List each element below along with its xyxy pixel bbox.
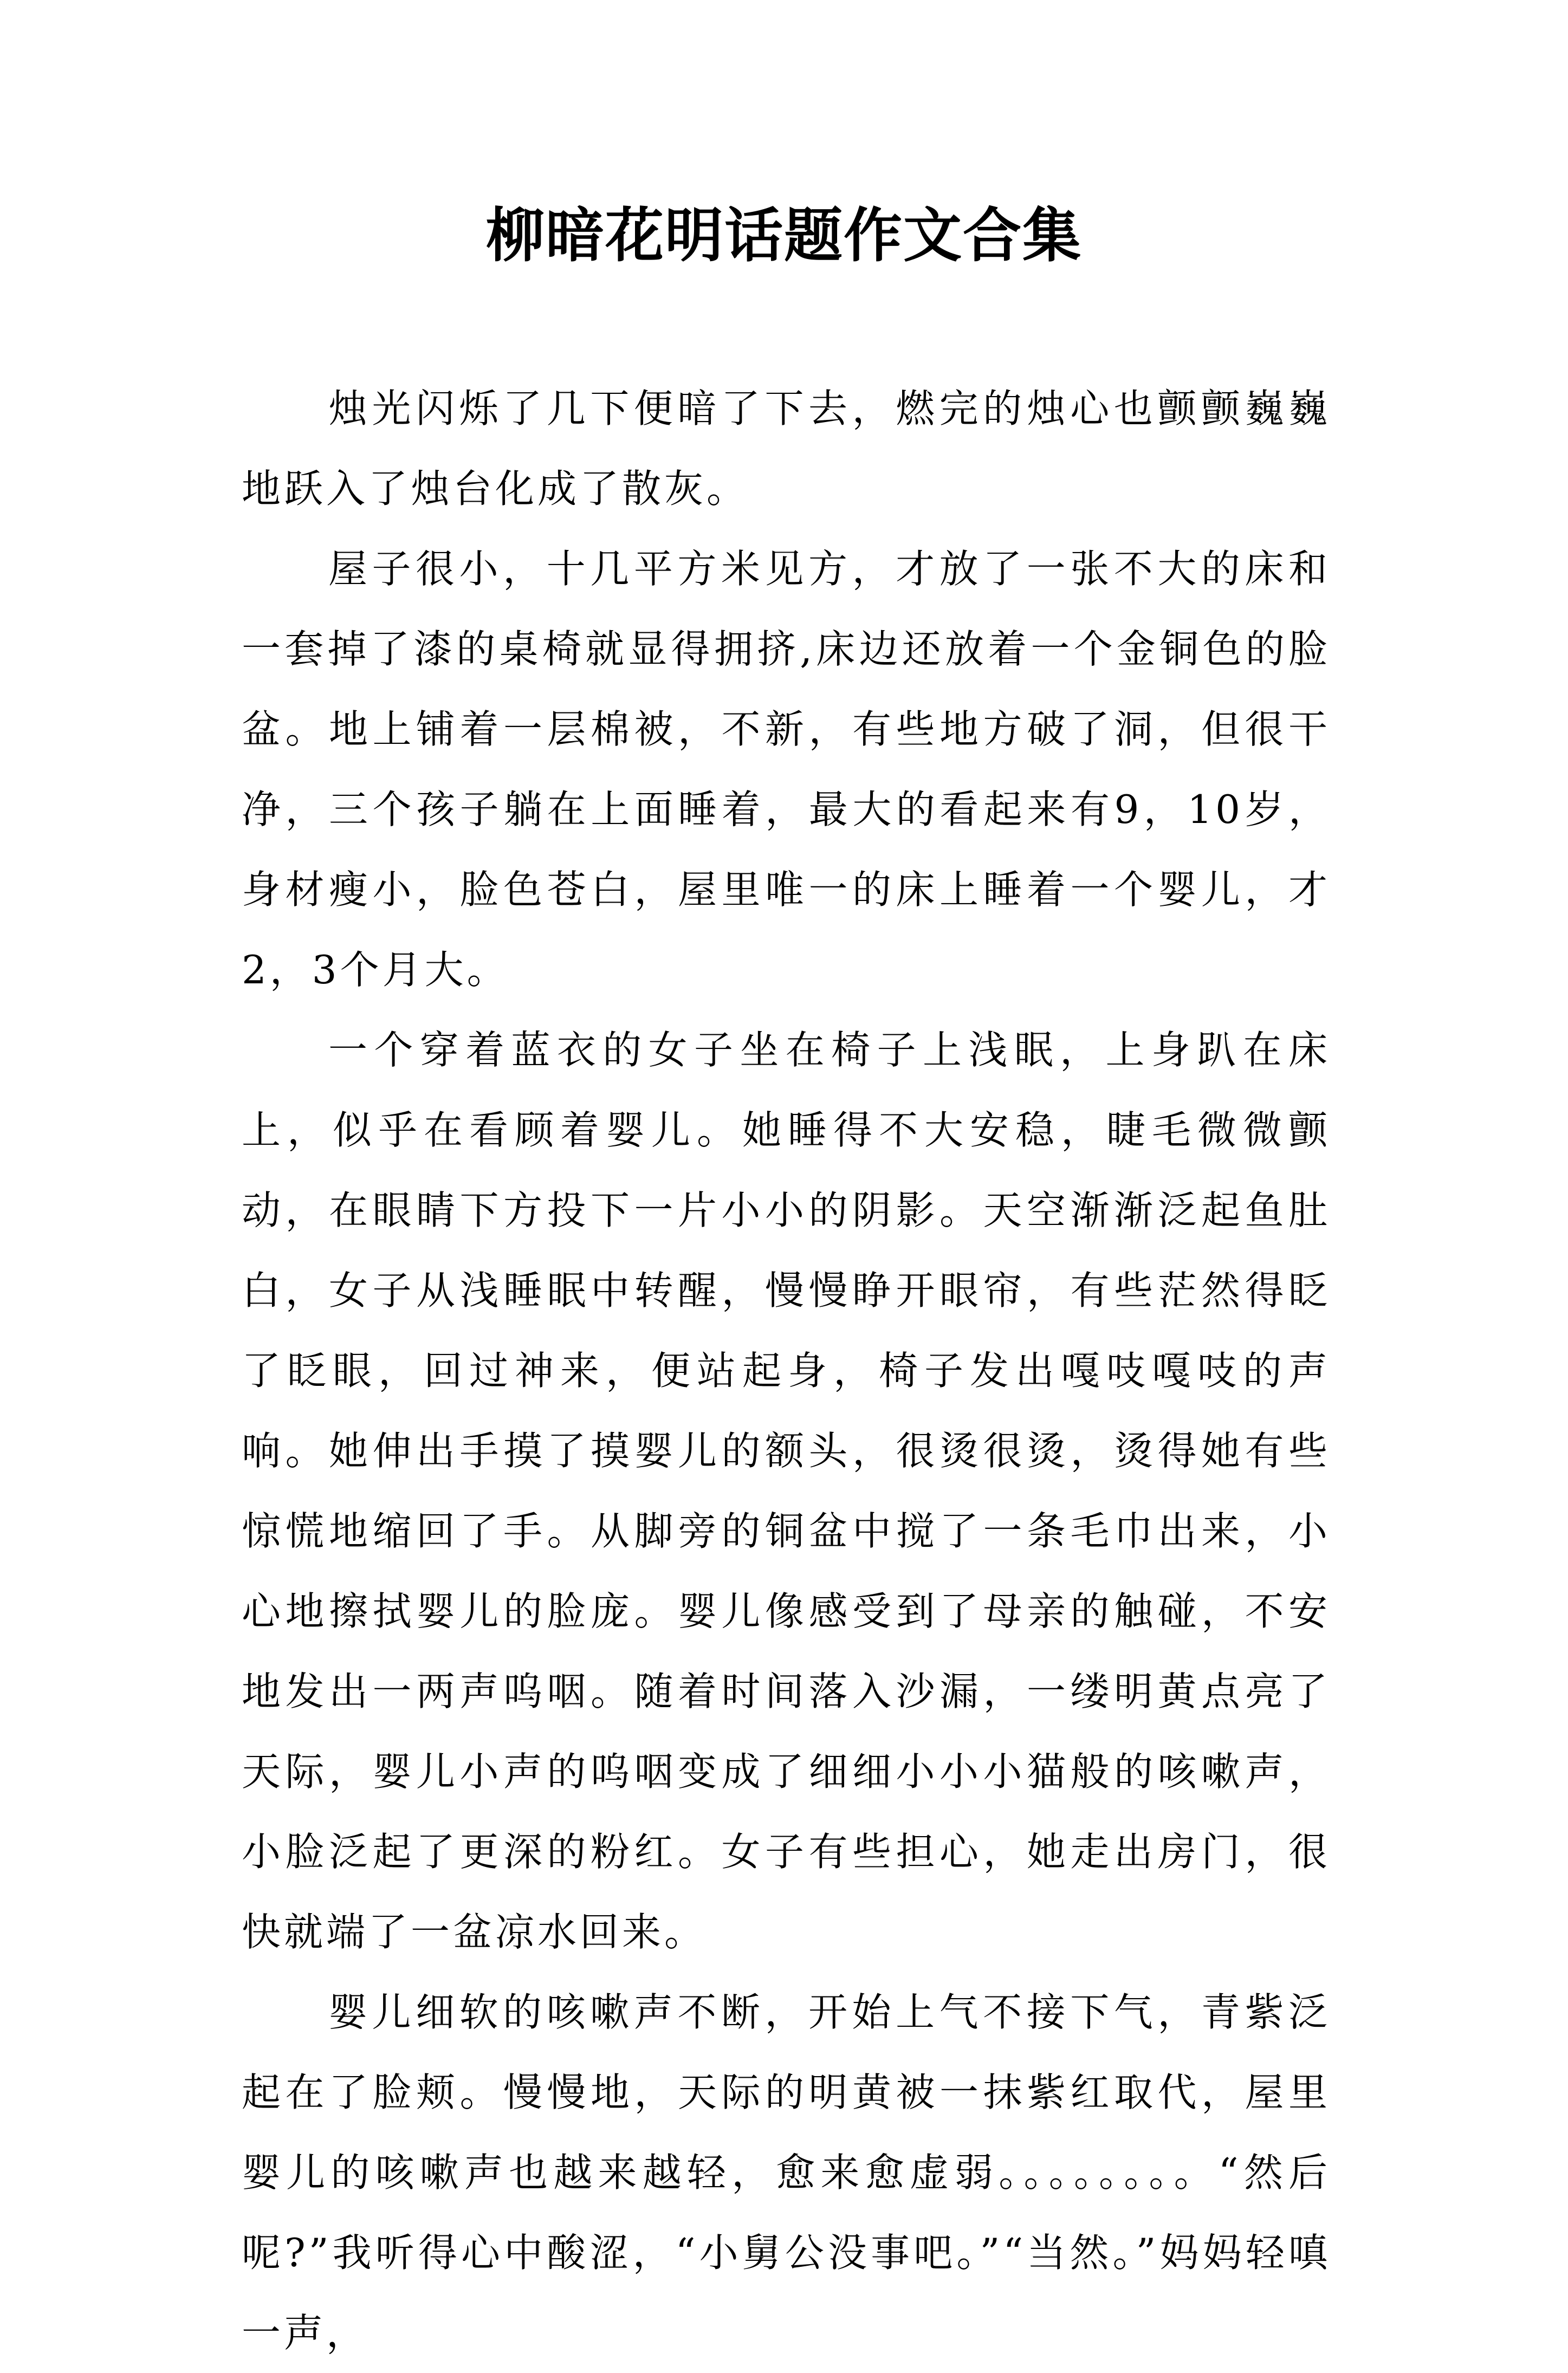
document-body [242, 368, 1331, 2373]
paragraph: 婴儿细软的咳嗽声不断，开始上气不接下气，青紫泛起在了脸颊。慢慢地，天际的明黄被一抹紫红取代，屋里婴儿的咳嗽声也越来越轻，愈来愈虚弱。。。。。。。。“然后呢?”我听得心中酸涩，“小舅公没事吧。”“当然。”妈妈轻嗔一声， [242, 1989, 1331, 2356]
document-title: 柳暗花明话题作文合集 [485, 202, 1082, 270]
paragraph: 一个穿着蓝衣的女子坐在椅子上浅眠，上身趴在床上，似乎在看顾着婴儿。她睡得不大安稳，睫毛微微颤动，在眼睛下方投下一片小小的阴影。天空渐渐泛起鱼肚白，女子从浅睡眠中转醒，慢慢睁开眼帘，有些茫然得眨了眨眼，回过神来，便站起身，椅子发出嘎吱嘎吱的声响。她伸出手摸了摸婴儿的额头，很烫很烫，烫得她有些惊慌地缩回了手。从脚旁的铜盆中搅了一条毛巾出来，小心地擦拭婴儿的脸庞。婴儿像感受到了母亲的触碰，不安地发出一两声呜咽。随着时间落入沙漏，一缕明黄点亮了天际，婴儿小声的呜咽变成了细细小小小猫般的咳嗽声，小脸泛起了更深的粉红。女子有些担心，她走出房门，很快就端了一盆凉水回来。 [242, 1027, 1331, 1955]
paragraph: 烛光闪烁了几下便暗了下去，燃完的烛心也颤颤巍巍地跃入了烛台化成了散灰。 [242, 386, 1331, 511]
paragraph: 屋子很小，十几平方米见方，才放了一张不大的床和一套掉了漆的桌椅就显得拥挤,床边还放着一个金铜色的脸盆。地上铺着一层棉被，不新，有些地方破了洞，但很干净，三个孩子躺在上面睡着，最大的看起来有9，10岁，身材瘦小，脸色苍白，屋里唯一的床上睡着一个婴儿，才2，3个月大。 [242, 546, 1331, 993]
